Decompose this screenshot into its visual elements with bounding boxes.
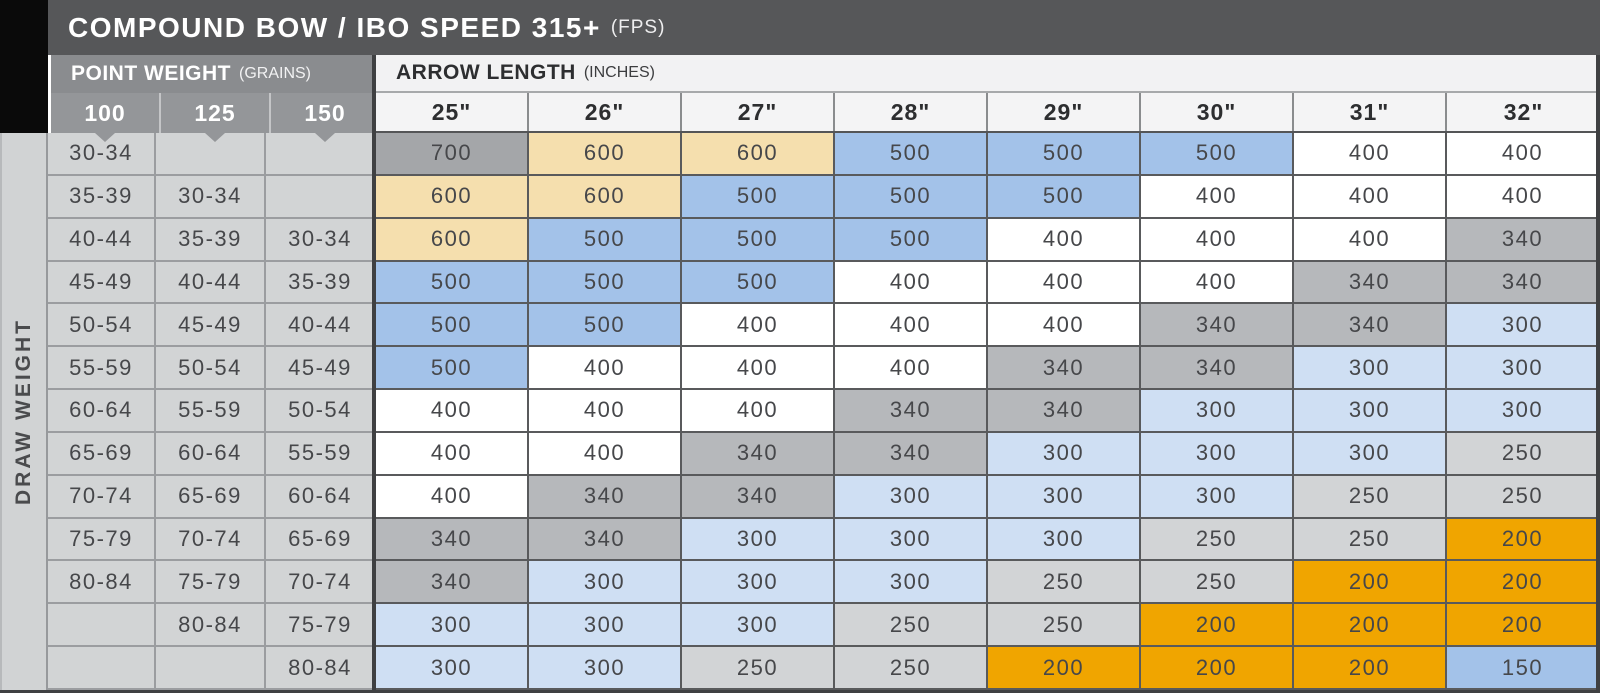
spine-value-cell: 340 bbox=[529, 476, 682, 519]
draw-weight-cell bbox=[48, 604, 156, 647]
spine-value-cell: 200 bbox=[1294, 561, 1447, 604]
spine-value-cell: 300 bbox=[1141, 433, 1294, 476]
spine-value-cell: 340 bbox=[1141, 347, 1294, 390]
draw-weight-cell: 30-34 bbox=[48, 133, 156, 176]
spine-value-cell: 300 bbox=[376, 647, 529, 690]
pointer-triangle-icon bbox=[95, 133, 115, 142]
draw-weight-cell: 80-84 bbox=[156, 604, 266, 647]
spine-value-cell: 200 bbox=[1141, 647, 1294, 690]
spine-value-cell: 400 bbox=[376, 390, 529, 433]
point-weight-column-header: 150 bbox=[269, 93, 379, 133]
spine-value-cell: 200 bbox=[1294, 647, 1447, 690]
spine-value-cell: 300 bbox=[835, 476, 988, 519]
spine-value-cell: 500 bbox=[682, 219, 835, 262]
spine-value-cell: 340 bbox=[835, 390, 988, 433]
arrow-length-column-header: 29" bbox=[988, 93, 1141, 131]
spine-value-cell: 300 bbox=[1447, 347, 1600, 390]
pointer-triangle-icon bbox=[205, 133, 225, 142]
draw-weight-cell: 75-79 bbox=[156, 561, 266, 604]
spine-value-cell: 400 bbox=[529, 390, 682, 433]
draw-weight-cell: 40-44 bbox=[266, 304, 376, 347]
chart-title-unit: (FPS) bbox=[610, 16, 666, 38]
draw-weight-cell bbox=[48, 647, 156, 690]
spine-value-cell: 200 bbox=[988, 647, 1141, 690]
spine-value-cell: 400 bbox=[1141, 176, 1294, 219]
spine-value-cell: 500 bbox=[835, 133, 988, 176]
spine-value-cell: 500 bbox=[376, 347, 529, 390]
arrow-length-header bbox=[376, 55, 1600, 93]
spine-value-cell: 400 bbox=[988, 304, 1141, 347]
spine-value-cell: 200 bbox=[1141, 604, 1294, 647]
spine-value-cell: 600 bbox=[376, 176, 529, 219]
chart-title-bar bbox=[48, 0, 1600, 55]
draw-weight-axis-label: DRAW WEIGHT bbox=[12, 318, 35, 505]
spine-value-cell: 300 bbox=[1141, 476, 1294, 519]
spine-value-cell: 340 bbox=[1294, 262, 1447, 305]
table-body bbox=[48, 133, 1600, 690]
spine-value-cell: 340 bbox=[1141, 304, 1294, 347]
spine-value-cell: 400 bbox=[1141, 219, 1294, 262]
spine-value-cell: 300 bbox=[1294, 347, 1447, 390]
draw-weight-cell: 80-84 bbox=[266, 647, 376, 690]
spine-value-cell: 150 bbox=[1447, 647, 1600, 690]
vertical-divider bbox=[372, 55, 376, 690]
spine-value-cell: 300 bbox=[988, 433, 1141, 476]
spine-value-cell: 700 bbox=[376, 133, 529, 176]
spine-value-cell: 250 bbox=[988, 604, 1141, 647]
spine-value-cell: 600 bbox=[529, 176, 682, 219]
spine-value-cell: 500 bbox=[529, 219, 682, 262]
arrow-length-column-header: 32" bbox=[1503, 98, 1544, 125]
spine-value-cell: 340 bbox=[529, 519, 682, 562]
draw-weight-cell: 30-34 bbox=[156, 176, 266, 219]
spine-value-cell: 300 bbox=[835, 519, 988, 562]
draw-weight-cell: 40-44 bbox=[48, 219, 156, 262]
spine-value-cell: 340 bbox=[988, 390, 1141, 433]
spine-value-cell: 400 bbox=[376, 476, 529, 519]
point-weight-columns bbox=[48, 93, 376, 133]
draw-weight-cell: 50-54 bbox=[48, 304, 156, 347]
spine-value-cell: 500 bbox=[988, 176, 1141, 219]
spine-value-cell: 340 bbox=[1447, 262, 1600, 305]
spine-value-cell: 340 bbox=[682, 476, 835, 519]
spine-value-cell: 400 bbox=[1294, 133, 1447, 176]
spine-value-cell: 400 bbox=[1447, 133, 1600, 176]
spine-value-cell: 600 bbox=[682, 133, 835, 176]
spine-value-cell: 200 bbox=[1294, 604, 1447, 647]
draw-weight-cell: 55-59 bbox=[48, 347, 156, 390]
draw-weight-cell: 75-79 bbox=[266, 604, 376, 647]
spine-value-cell: 250 bbox=[1141, 561, 1294, 604]
spine-value-cell: 400 bbox=[529, 347, 682, 390]
pointer-triangle-icon bbox=[315, 133, 335, 142]
spine-value-cell: 300 bbox=[682, 604, 835, 647]
spine-value-cell: 400 bbox=[1294, 176, 1447, 219]
spine-value-cell: 340 bbox=[682, 433, 835, 476]
point-weight-header bbox=[48, 55, 376, 93]
spine-value-cell: 400 bbox=[682, 347, 835, 390]
right-outer-border bbox=[1596, 55, 1600, 693]
draw-weight-cell: 40-44 bbox=[156, 262, 266, 305]
draw-weight-cell bbox=[156, 647, 266, 690]
arrow-length-column-header: 25" bbox=[376, 93, 529, 131]
draw-weight-cell: 60-64 bbox=[266, 476, 376, 519]
arrow-length-column-header: 30" bbox=[1141, 93, 1294, 131]
point-weight-column-header: 100 bbox=[51, 93, 159, 133]
point-weight-column-header: 125 bbox=[159, 93, 269, 133]
arrow-length-header-label: ARROW LENGTH bbox=[396, 61, 576, 84]
spine-value-cell: 300 bbox=[529, 561, 682, 604]
bottom-outer-border bbox=[0, 690, 1600, 693]
spine-value-cell: 300 bbox=[529, 647, 682, 690]
spine-value-cell: 400 bbox=[835, 347, 988, 390]
spine-value-cell: 300 bbox=[529, 604, 682, 647]
spine-value-cell: 400 bbox=[1447, 176, 1600, 219]
spine-value-cell: 340 bbox=[376, 519, 529, 562]
spine-value-cell: 250 bbox=[682, 647, 835, 690]
spine-value-cell: 340 bbox=[1447, 219, 1600, 262]
spine-value-cell: 300 bbox=[682, 519, 835, 562]
draw-weight-cell: 75-79 bbox=[48, 519, 156, 562]
spine-value-cell: 250 bbox=[988, 561, 1141, 604]
spine-value-cell: 500 bbox=[376, 304, 529, 347]
spine-value-cell: 300 bbox=[988, 519, 1141, 562]
spine-value-cell: 500 bbox=[529, 304, 682, 347]
chart-title: COMPOUND BOW / IBO SPEED 315+ bbox=[68, 11, 601, 43]
draw-weight-cell: 60-64 bbox=[156, 433, 266, 476]
spine-value-cell: 400 bbox=[529, 433, 682, 476]
spine-value-cell: 400 bbox=[682, 390, 835, 433]
corner-black-block bbox=[0, 0, 48, 133]
spine-value-cell: 300 bbox=[1294, 390, 1447, 433]
arrow-length-column-header: 31" bbox=[1294, 93, 1447, 131]
spine-value-cell: 250 bbox=[1294, 519, 1447, 562]
spine-value-cell: 600 bbox=[376, 219, 529, 262]
spine-value-cell: 300 bbox=[376, 604, 529, 647]
spine-value-cell: 400 bbox=[682, 304, 835, 347]
spine-value-cell: 200 bbox=[1447, 561, 1600, 604]
spine-value-cell: 340 bbox=[1294, 304, 1447, 347]
arrow-length-header-unit: (INCHES) bbox=[583, 64, 655, 81]
spine-value-cell: 340 bbox=[835, 433, 988, 476]
spine-value-cell: 500 bbox=[1141, 133, 1294, 176]
spine-value-cell: 340 bbox=[988, 347, 1141, 390]
spine-value-cell: 250 bbox=[835, 647, 988, 690]
draw-weight-cell: 70-74 bbox=[266, 561, 376, 604]
spine-value-cell: 300 bbox=[1447, 304, 1600, 347]
spine-value-cell: 400 bbox=[835, 304, 988, 347]
spine-value-cell: 400 bbox=[1294, 219, 1447, 262]
draw-weight-cell: 50-54 bbox=[266, 390, 376, 433]
draw-weight-cell: 60-64 bbox=[48, 390, 156, 433]
spine-value-cell: 400 bbox=[1141, 262, 1294, 305]
spine-value-cell: 300 bbox=[1294, 433, 1447, 476]
spine-value-cell: 300 bbox=[682, 561, 835, 604]
spine-value-cell: 500 bbox=[835, 219, 988, 262]
arrow-length-column-header: 27" bbox=[682, 93, 835, 131]
spine-value-cell: 250 bbox=[1447, 476, 1600, 519]
spine-value-cell: 600 bbox=[529, 133, 682, 176]
draw-weight-cell: 70-74 bbox=[48, 476, 156, 519]
draw-weight-cell bbox=[266, 176, 376, 219]
draw-weight-cell: 45-49 bbox=[266, 347, 376, 390]
draw-weight-cell: 45-49 bbox=[48, 262, 156, 305]
spine-value-cell: 250 bbox=[1294, 476, 1447, 519]
draw-weight-cell: 70-74 bbox=[156, 519, 266, 562]
draw-weight-cell: 65-69 bbox=[156, 476, 266, 519]
spine-value-cell: 500 bbox=[376, 262, 529, 305]
draw-weight-cell: 30-34 bbox=[266, 219, 376, 262]
spine-value-cell: 400 bbox=[376, 433, 529, 476]
arrow-length-column-header: 26" bbox=[529, 93, 682, 131]
draw-weight-cell: 65-69 bbox=[48, 433, 156, 476]
draw-weight-cell: 45-49 bbox=[156, 304, 266, 347]
spine-value-cell: 300 bbox=[835, 561, 988, 604]
spine-value-cell: 500 bbox=[682, 176, 835, 219]
draw-weight-cell: 80-84 bbox=[48, 561, 156, 604]
spine-value-cell: 500 bbox=[835, 176, 988, 219]
spine-value-cell: 500 bbox=[529, 262, 682, 305]
spine-value-cell: 500 bbox=[988, 133, 1141, 176]
draw-weight-cell: 35-39 bbox=[48, 176, 156, 219]
spine-value-cell: 340 bbox=[376, 561, 529, 604]
spine-value-cell: 500 bbox=[682, 262, 835, 305]
spine-value-cell: 300 bbox=[1447, 390, 1600, 433]
spine-value-cell: 300 bbox=[1141, 390, 1294, 433]
arrow-length-column-header: 28" bbox=[835, 93, 988, 131]
spine-value-cell: 250 bbox=[1447, 433, 1600, 476]
spine-value-cell: 250 bbox=[835, 604, 988, 647]
spine-value-cell: 400 bbox=[988, 219, 1141, 262]
spine-value-cell: 250 bbox=[1141, 519, 1294, 562]
draw-weight-cell: 35-39 bbox=[266, 262, 376, 305]
point-weight-header-unit: (GRAINS) bbox=[239, 65, 311, 82]
draw-weight-sidebar bbox=[0, 133, 48, 690]
spine-value-cell: 200 bbox=[1447, 519, 1600, 562]
draw-weight-cell: 55-59 bbox=[156, 390, 266, 433]
spine-value-cell: 400 bbox=[835, 262, 988, 305]
draw-weight-cell: 35-39 bbox=[156, 219, 266, 262]
point-weight-header-label: POINT WEIGHT bbox=[71, 62, 231, 85]
draw-weight-cell: 50-54 bbox=[156, 347, 266, 390]
arrow-length-columns bbox=[376, 93, 1600, 133]
spine-value-cell: 200 bbox=[1447, 604, 1600, 647]
spine-value-cell: 300 bbox=[988, 476, 1141, 519]
draw-weight-cell: 55-59 bbox=[266, 433, 376, 476]
spine-value-cell: 400 bbox=[988, 262, 1141, 305]
draw-weight-cell: 65-69 bbox=[266, 519, 376, 562]
